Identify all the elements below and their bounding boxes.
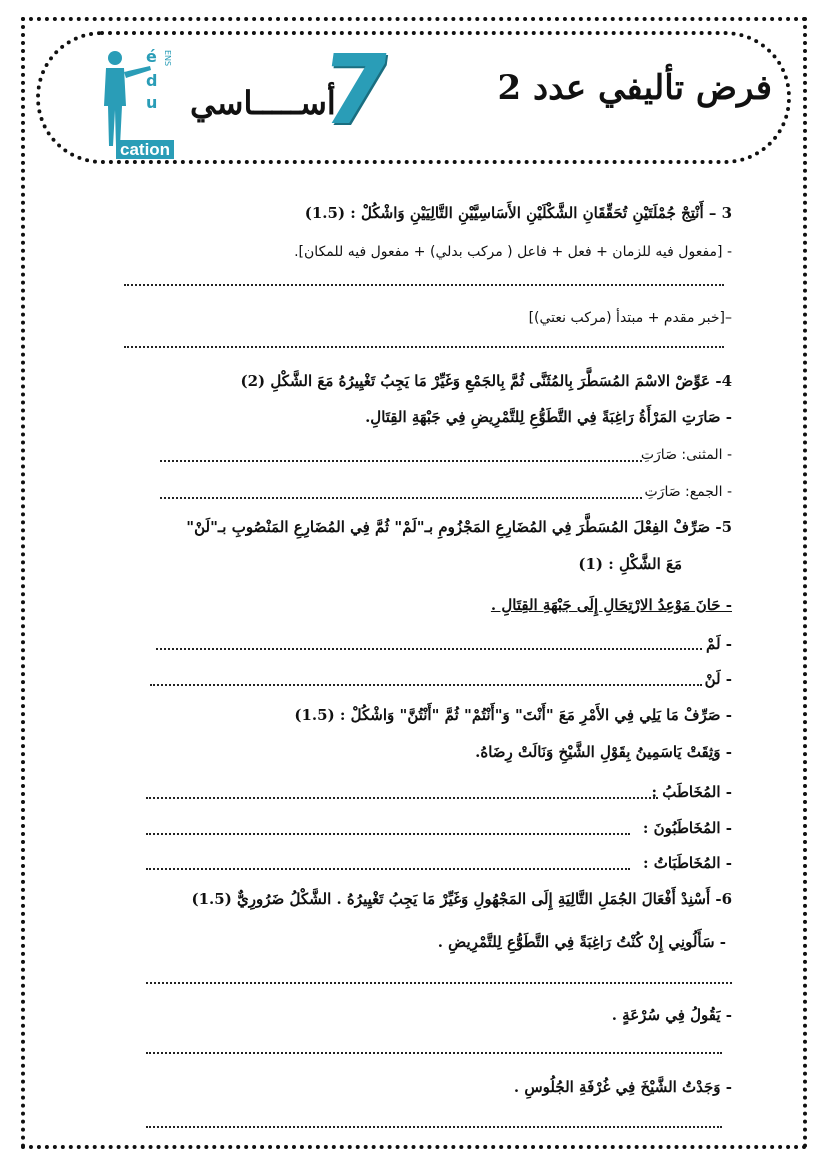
answer-line[interactable] — [146, 797, 658, 799]
exam-title: فرض تأليفي عدد 2 — [497, 68, 772, 108]
q6-sentence-2: - يَقُولُ فِي سُرْعَةٍ . — [611, 1006, 732, 1024]
answer-line[interactable] — [146, 868, 630, 870]
q5-sentence: - حَانَ مَوْعِدُ الارْتِحَالِ إِلَى جَبْهَةِ القِتَالِ . — [490, 596, 732, 614]
q6-sentence-1: - سَأَلُونِي إِنْ كُنْتُ رَاغِبَةً فِي التَّطَوُّعِ لِلتَّمْرِيضِ . — [437, 933, 726, 951]
q3-pattern-1: - [مفعول فيه للزمان + فعل + فاعل ( مركب بدلي) + مفعول فيه للمكان]. — [294, 244, 732, 260]
q5b-addressee-2: - المُخَاطَبُونَ : — [642, 819, 732, 837]
answer-line[interactable] — [146, 982, 732, 984]
q5-lam-label: - لَمْ — [705, 635, 732, 653]
q5b-addressee-3: - المُخَاطَبَاتُ : — [642, 854, 732, 872]
answer-line[interactable] — [150, 684, 702, 686]
svg-text:u: u — [146, 93, 158, 112]
answer-line[interactable] — [124, 346, 724, 348]
answer-line[interactable] — [146, 1052, 722, 1054]
logo-tagline: ENS — [163, 50, 172, 67]
q4-plural-label: - الجمع: صَارَتِ — [644, 484, 732, 500]
answer-line[interactable] — [156, 648, 702, 650]
q3-stem: 3 – أَنْتِجْ جُمْلَتَيْنِ تُحَقِّقَانِ الشَّكْلَيْنِ الأَسَاسِيَّيْنِ التَّالِيَيْنِ وَاشْكُلْ : (1.5) — [304, 204, 732, 222]
q6-sentence-3: - وَجَدْتُ الشَّيْخَ فِي غُرْفَةِ الجُلُوسِ . — [513, 1078, 732, 1096]
q3-pattern-2: –[خبر مقدم + مبتدأ (مركب نعتي)] — [528, 310, 732, 326]
grade-number: 7 — [314, 34, 397, 146]
q5b-sentence: - وَثِقَتْ يَاسَمِينُ بِقَوْلِ الشَّيْخِ وَنَالَتْ رِضَاهُ. — [475, 743, 732, 761]
q5-stem-2: مَعَ الشَّكْلِ : (1) — [578, 555, 682, 573]
answer-line[interactable] — [146, 833, 630, 835]
q4-dual-label: - المثنى: صَارَتِ — [640, 447, 732, 463]
answer-line[interactable] — [124, 284, 724, 286]
q6-stem: 6- أَسْنِدْ أَفْعَالَ الجُمَلِ التَّالِيَةِ إِلَى المَجْهُولِ وَغَيِّرْ مَا يَجِبُ تَغْيِيرُهُ . الشَّكْلُ ضَرُورِيٌّ (1.5) — [191, 890, 732, 908]
answer-line[interactable] — [146, 1126, 722, 1128]
q5b-addressee-1: - المُخَاطَبُ : — [651, 783, 732, 801]
answer-line[interactable] — [160, 460, 642, 462]
answer-line[interactable] — [160, 497, 642, 499]
svg-text:d: d — [146, 71, 158, 90]
level-label: أســـــاسي — [190, 84, 336, 122]
q4-stem: 4- عَوِّضْ الاسْمَ المُسَطَّرَ بِالمُثَنَّى ثُمَّ بِالجَمْعِ وَغَيِّرْ مَا يَجِبُ تَغْيِيرُهُ مَعَ الشَّكْلِ (2) — [240, 372, 732, 390]
svg-text:é: é — [146, 47, 157, 66]
page-border — [21, 17, 807, 1149]
logo-wordmark: cation — [116, 140, 174, 159]
q5b-stem: - صَرِّفْ مَا يَلِي فِي الأَمْرِ مَعَ "أَنْتَ" وَ"أَنْتُمْ" ثُمَّ "أَنْتُنَّ" وَاشْكُلْ : (1.5) — [294, 706, 732, 724]
q4-sentence: - صَارَتِ المَرْأَةُ رَاغِبَةً فِي التَّطَوُّعِ لِلتَّمْرِيضِ فِي جَبْهَةِ القِتَالِ. — [365, 408, 732, 426]
q5-stem: 5- صَرِّفْ الفِعْلَ المُسَطَّرَ فِي المُضَارِعِ المَجْزُومِ بـ"لَمْ" ثُمَّ فِي المُضَارِعِ المَنْصُوبِ بـ"لَنْ" — [186, 518, 732, 536]
q5-lan-label: - لَنْ — [704, 670, 732, 688]
